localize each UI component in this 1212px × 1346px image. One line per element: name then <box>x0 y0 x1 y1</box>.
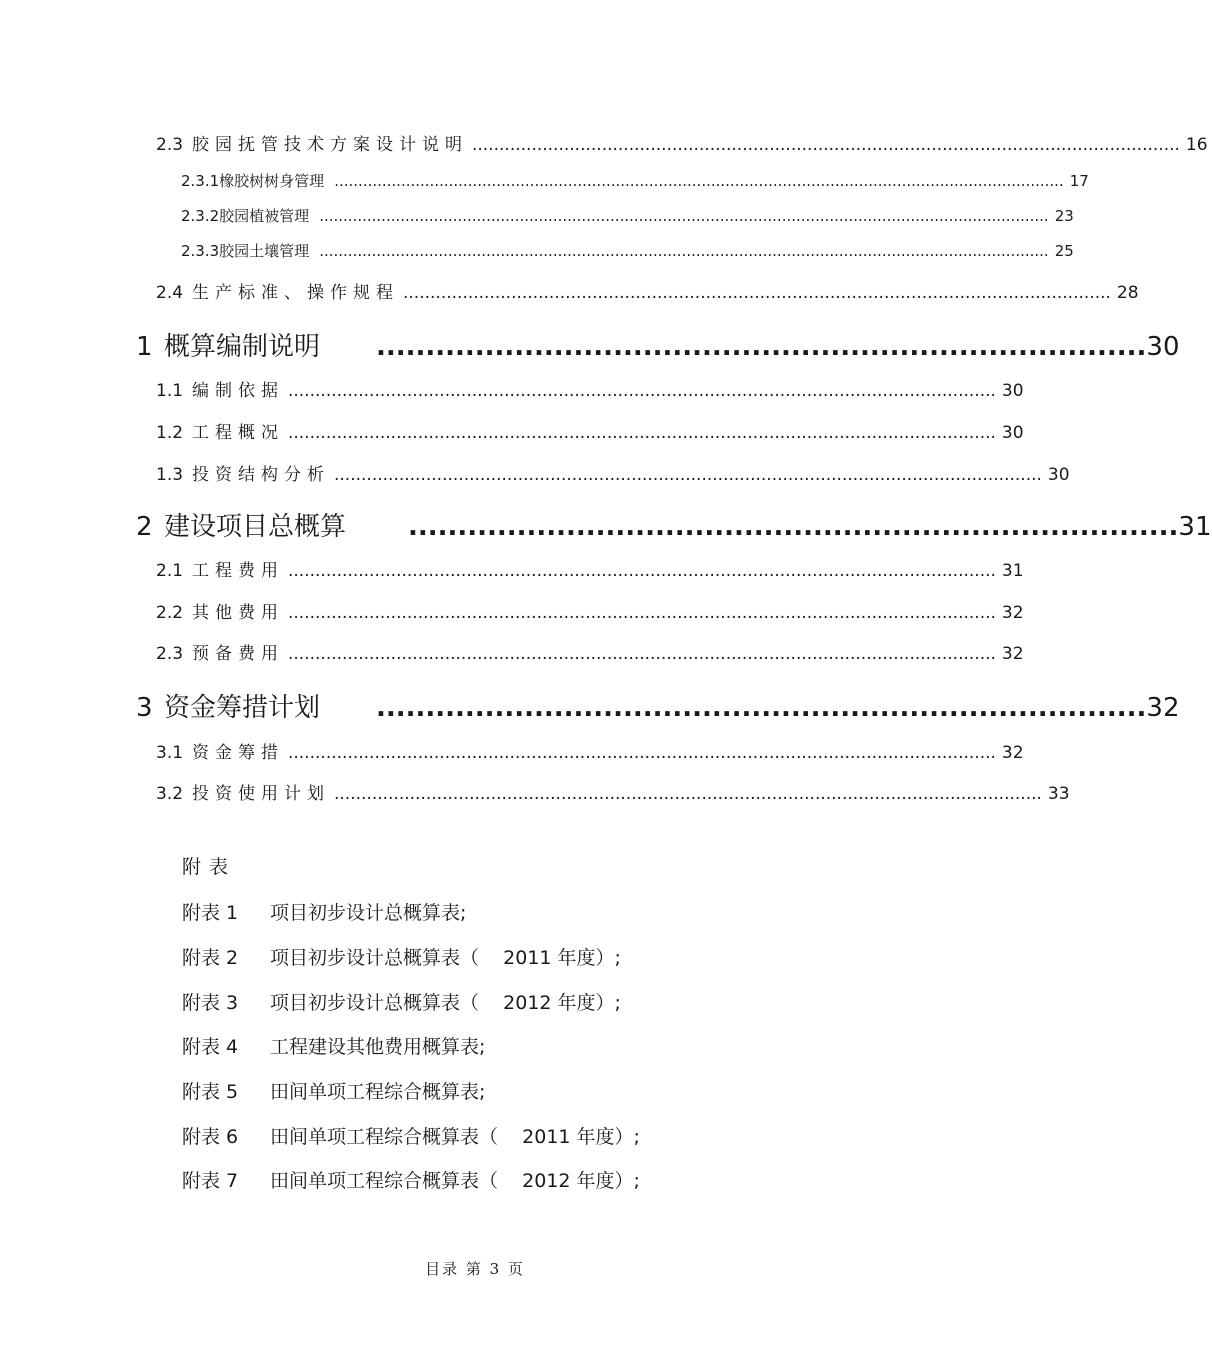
dot-leader: ................................................................................................................................... <box>288 381 996 401</box>
dot-leader: .............................................................................. <box>376 332 1147 362</box>
appendix-heading: 附表 <box>182 856 237 878</box>
toc-entry-page: 30 <box>1001 381 1024 401</box>
toc-entry-title: 工程费用 <box>192 561 284 581</box>
toc-entry[interactable] <box>156 639 1024 664</box>
toc-chapter-title: 建设项目总概算 <box>164 512 347 542</box>
appendix-item-text: 项目初步设计总概算表（ 2012 年度）; <box>270 992 621 1014</box>
toc-entry-page: 33 <box>1047 784 1070 804</box>
appendix-item[interactable] <box>182 898 466 925</box>
appendix-item[interactable] <box>182 1077 485 1104</box>
dot-leader: ......................................................................................................................................................... <box>319 242 1049 260</box>
appendix-item[interactable] <box>182 988 621 1015</box>
toc-entry-title: 其他费用 <box>192 603 284 623</box>
toc-entry-title: 胶园植被管理 <box>219 207 310 225</box>
dot-leader: ................................................................................................................................... <box>288 644 996 664</box>
toc-entry-number: 3.1 <box>156 743 184 763</box>
dot-leader: ................................................................................................................................... <box>288 423 996 443</box>
toc-entry-number: 2.3.3 <box>181 242 220 260</box>
dot-leader: .............................................................................. <box>376 693 1147 723</box>
dot-leader: ................................................................................................................................... <box>472 135 1180 155</box>
dot-leader: ................................................................................................................................... <box>334 784 1042 804</box>
appendix-item-label: 附表 1 <box>182 902 239 924</box>
toc-entry[interactable] <box>156 418 1024 443</box>
toc-entry[interactable] <box>156 376 1024 401</box>
appendix-item-text: 项目初步设计总概算表; <box>270 902 467 924</box>
toc-entry-page: 32 <box>1001 743 1024 763</box>
toc-entry-number: 2.3.1 <box>181 172 220 190</box>
toc-entry-number: 2.3 <box>156 644 184 664</box>
toc-entry-page: 32 <box>1001 603 1024 623</box>
dot-leader: ................................................................................................................................... <box>288 743 996 763</box>
toc-entry-title: 资金筹措 <box>192 743 284 763</box>
toc-entry[interactable] <box>156 779 1070 804</box>
toc-entry-title: 投资结构分析 <box>192 465 330 485</box>
toc-entry-page: 23 <box>1054 207 1074 225</box>
appendix-item-label: 附表 6 <box>182 1126 239 1148</box>
toc-entry-number: 2.2 <box>156 603 184 623</box>
toc-entry[interactable] <box>156 278 1139 303</box>
appendix-item-text: 田间单项工程综合概算表（ 2012 年度）; <box>270 1170 640 1192</box>
page-footer: 目录 第 3 页 <box>425 1260 525 1278</box>
toc-entry-page: 17 <box>1069 172 1089 190</box>
toc-entry-number: 2.3.2 <box>181 207 220 225</box>
toc-entry-number: 1.3 <box>156 465 184 485</box>
toc-entry-title: 编制依据 <box>192 381 284 401</box>
toc-entry-number: 3.2 <box>156 784 184 804</box>
toc-entry[interactable] <box>156 130 1208 155</box>
toc-entry-number: 2.3 <box>156 135 184 155</box>
toc-entry-number: 2.4 <box>156 283 184 303</box>
toc-chapter-page: 31 <box>1178 512 1212 542</box>
appendix-item-label: 附表 3 <box>182 992 239 1014</box>
appendix-item[interactable] <box>182 1122 640 1149</box>
toc-chapter-title: 资金筹措计划 <box>164 693 321 723</box>
toc-chapter-number: 1 <box>136 332 153 362</box>
toc-entry-page: 16 <box>1185 135 1208 155</box>
toc-entry-title: 橡胶树树身管理 <box>219 172 325 190</box>
appendix-item[interactable] <box>182 943 621 970</box>
appendix-item-label: 附表 7 <box>182 1170 239 1192</box>
toc-entry-title: 生产标准、操作规程 <box>192 283 399 303</box>
toc-entry-number: 1.2 <box>156 423 184 443</box>
appendix-item-text: 田间单项工程综合概算表（ 2011 年度）; <box>270 1126 640 1148</box>
toc-entry[interactable] <box>181 205 1074 227</box>
toc-entry-number: 1.1 <box>156 381 184 401</box>
dot-leader: ................................................................................................................................... <box>334 465 1042 485</box>
toc-entry-page: 30 <box>1047 465 1070 485</box>
toc-entry-page: 28 <box>1116 283 1139 303</box>
dot-leader: .............................................................................. <box>408 512 1179 542</box>
toc-entry[interactable] <box>156 598 1024 623</box>
appendix-item-label: 附表 4 <box>182 1036 239 1058</box>
toc-entry-title: 工程概况 <box>192 423 284 443</box>
toc-entry-title: 胶园土壤管理 <box>219 242 310 260</box>
toc-entry[interactable] <box>181 170 1089 192</box>
appendix-item-text: 项目初步设计总概算表（ 2011 年度）; <box>270 947 621 969</box>
toc-entry-page: 31 <box>1001 561 1024 581</box>
toc-entry-title: 胶园抚管技术方案设计说明 <box>192 135 468 155</box>
toc-chapter-page: 32 <box>1146 693 1180 723</box>
appendix-item[interactable] <box>182 1166 640 1193</box>
toc-entry-title: 投资使用计划 <box>192 784 330 804</box>
appendix-item-label: 附表 2 <box>182 947 239 969</box>
toc-entry-number: 2.1 <box>156 561 184 581</box>
toc-chapter-number: 2 <box>136 512 153 542</box>
toc-entry-page: 30 <box>1001 423 1024 443</box>
dot-leader: ......................................................................................................................................................... <box>334 172 1064 190</box>
appendix-item-text: 田间单项工程综合概算表; <box>270 1081 486 1103</box>
toc-entry-page: 25 <box>1054 242 1074 260</box>
dot-leader: ......................................................................................................................................................... <box>319 207 1049 225</box>
toc-entry[interactable] <box>181 240 1074 262</box>
toc-chapter[interactable] <box>136 506 1212 542</box>
toc-entry-title: 预备费用 <box>192 644 284 664</box>
toc-chapter-title: 概算编制说明 <box>164 332 321 362</box>
toc-chapter-page: 30 <box>1146 332 1180 362</box>
toc-chapter[interactable] <box>136 687 1180 723</box>
appendix-item-text: 工程建设其他费用概算表; <box>270 1036 486 1058</box>
appendix-item[interactable] <box>182 1032 485 1059</box>
toc-chapter-number: 3 <box>136 693 153 723</box>
toc-entry[interactable] <box>156 556 1024 581</box>
dot-leader: ................................................................................................................................... <box>403 283 1111 303</box>
toc-entry[interactable] <box>156 460 1070 485</box>
dot-leader: ................................................................................................................................... <box>288 603 996 623</box>
toc-entry-page: 32 <box>1001 644 1024 664</box>
toc-entry[interactable] <box>156 738 1024 763</box>
toc-chapter[interactable] <box>136 326 1180 362</box>
appendix-item-label: 附表 5 <box>182 1081 239 1103</box>
dot-leader: ................................................................................................................................... <box>288 561 996 581</box>
